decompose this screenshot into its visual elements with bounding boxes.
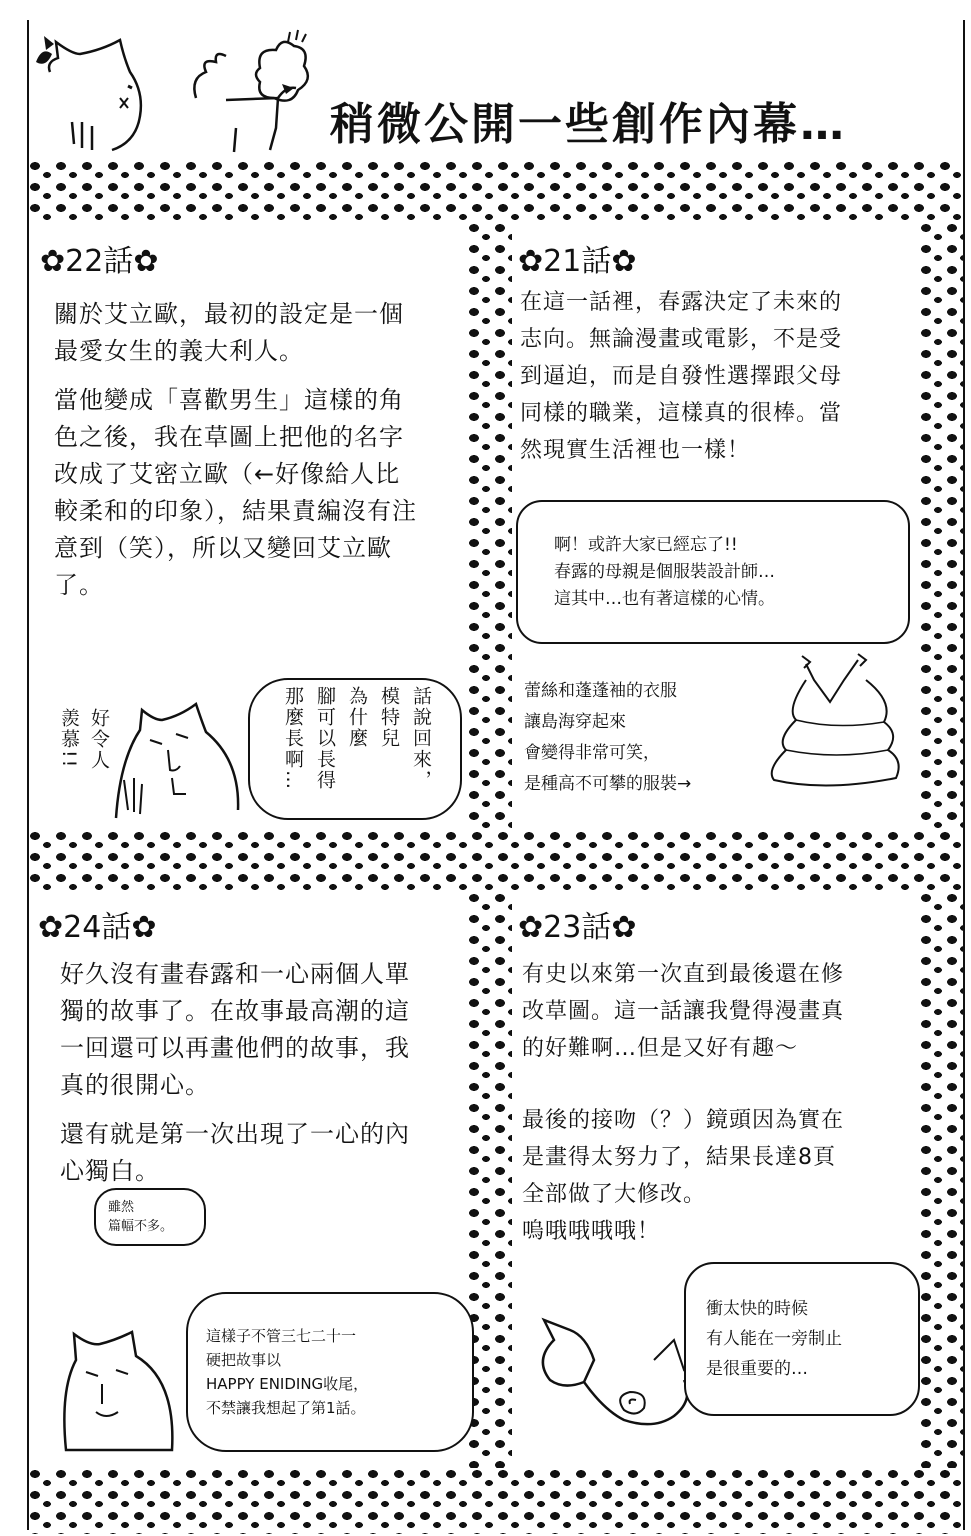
flower-icon: ✿ xyxy=(611,910,637,945)
page-title: 稍微公開一些創作內幕… xyxy=(330,99,847,150)
dot-pattern-center-column-lower xyxy=(468,892,512,1468)
side-comment-line: 羨慕!! xyxy=(58,708,80,770)
flower-icon: ✿ xyxy=(518,910,544,945)
paragraph: 當他變成「喜歡男生」這樣的角 色之後，我在草圖上把他的名字 改成了艾密立歐（←好像給人比 較柔和的印象），結果責編沒有注 意到（笑），所以又變回艾立歐 了。 xyxy=(54,386,417,599)
paragraph: 好久沒有畫春露和一心兩個人單 獨的故事了。在故事最高潮的這 一回還可以再畫他們的故事，我 真的很開心。 xyxy=(60,960,410,1099)
dot-pattern-right-column xyxy=(920,222,963,830)
flower-icon: ✿ xyxy=(131,910,157,945)
dot-pattern-bottom-band xyxy=(29,1468,963,1534)
side-comment-line: 好令人 xyxy=(88,708,110,771)
chapter-heading xyxy=(518,902,636,946)
frilly-dress-drawing xyxy=(766,650,906,800)
bubble-text-line: 模特兒 xyxy=(378,686,400,749)
speech-bubble xyxy=(516,500,910,644)
cat-mascot-drawing xyxy=(32,32,192,162)
bubble-text: 雖然 篇幅不多。 xyxy=(108,1200,174,1234)
note-text: 蕾絲和蓬蓬袖的衣服 讓島海穿起來 會變得非常可笑， 是種高不可攀的服裝→ xyxy=(524,681,692,794)
paragraph: 最後的接吻（？）鏡頭因為實在 是畫得太努力了，結果長達8頁 全部做了大修改。 嗚哦哦哦哦！ xyxy=(522,1108,845,1244)
bubble-text: 這樣子不管三七二十一 硬把故事以 HAPPY ENIDING收尾， 不禁讓我想起了第1話。 xyxy=(206,1327,369,1417)
dot-pattern-middle-band xyxy=(29,830,963,892)
flower-icon: ✿ xyxy=(133,244,159,279)
dot-pattern-center-column xyxy=(468,222,512,830)
chapter-heading-text: 22話 xyxy=(65,244,134,279)
dog-mascot-drawing xyxy=(186,28,316,158)
paragraph: 在這一話裡，春露決定了未來的 志向。無論漫畫或電影，不是受 到逼迫，而是自發性選擇跟父母 同樣的職業，這樣真的很棒。當 然現實生活裡也一樣！ xyxy=(520,290,843,463)
flower-icon: ✿ xyxy=(611,244,637,279)
chapter-heading xyxy=(38,902,156,946)
speech-bubble xyxy=(248,678,462,820)
speech-bubble xyxy=(684,1262,920,1416)
fox-character-drawing xyxy=(524,1300,704,1450)
chapter-heading xyxy=(518,236,636,280)
paragraph: 有史以來第一次直到最後還在修 改草圖。這一話讓我覺得漫畫真 的好難啊…但是又好有趣～ xyxy=(522,962,845,1061)
bubble-text: 衝太快的時候 有人能在一旁制止 是很重要的… xyxy=(706,1299,842,1379)
flower-icon: ✿ xyxy=(40,244,66,279)
bubble-text-line: 腳可以長得 xyxy=(314,686,336,791)
bubble-text-line: 話說回來， xyxy=(410,686,432,791)
bubble-text-line: 為什麼 xyxy=(346,686,368,749)
bubble-text-line: 那麼長啊… xyxy=(282,686,304,791)
dot-pattern-right-column-lower xyxy=(920,892,963,1468)
bubble-text: 啊！或許大家已經忘了!! 春露的母親是個服裝設計師… 這其中…也有著這樣的心情。 xyxy=(554,535,775,609)
chapter-heading xyxy=(40,236,158,280)
cat-character-drawing xyxy=(56,1320,196,1460)
chapter-heading-text: 23話 xyxy=(543,910,612,945)
chapter-heading-text: 21話 xyxy=(543,244,612,279)
flower-icon: ✿ xyxy=(38,910,64,945)
cat-character-drawing xyxy=(110,700,250,820)
paragraph: 關於艾立歐，最初的設定是一個 最愛女生的義大利人。 xyxy=(54,300,404,365)
speech-bubble xyxy=(186,1292,474,1452)
chapter-heading-text: 24話 xyxy=(63,910,132,945)
right-border xyxy=(963,20,965,1530)
left-border xyxy=(27,20,29,1530)
paragraph: 還有就是第一次出現了一心的內 心獨白。 xyxy=(60,1120,410,1185)
dot-pattern-top-band xyxy=(29,160,963,222)
small-speech-bubble xyxy=(94,1188,206,1246)
flower-icon: ✿ xyxy=(518,244,544,279)
